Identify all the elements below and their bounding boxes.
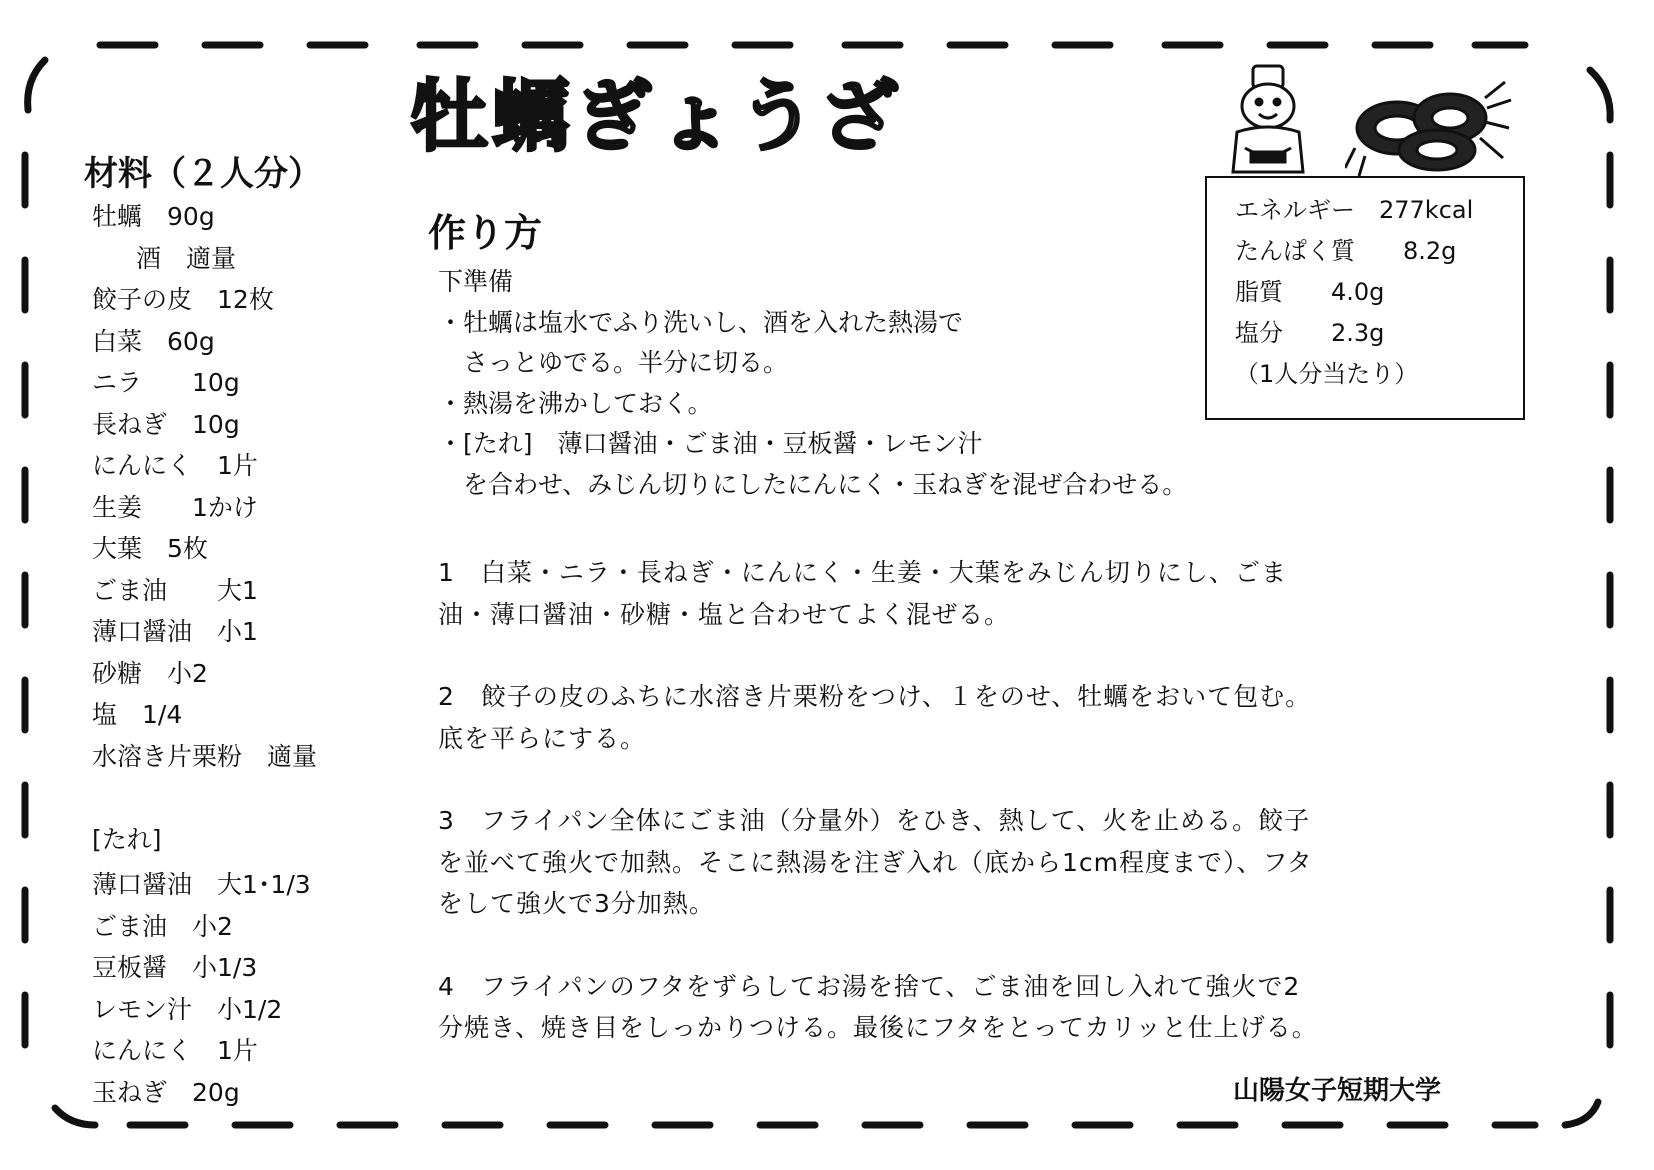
ingredient-item: 大葉 5枚 xyxy=(92,534,208,563)
ingredient-list xyxy=(92,196,317,777)
ingredient-item: ごま油 大1 xyxy=(92,575,258,605)
chef-illustration-icon xyxy=(1215,62,1325,182)
tare-item: レモン汁 小1/2 xyxy=(92,994,283,1024)
step-1: 1 白菜・ニラ・長ねぎ・にんにく・生姜・大葉をみじん切りにし、ごま 油・薄口醤油・砂糖・塩と合わせてよく混ぜる。 xyxy=(438,558,1287,629)
tare-item: にんにく 1片 xyxy=(92,1036,258,1065)
ingredient-item: 酒 適量 xyxy=(136,243,237,273)
ingredient-item: 白菜 60g xyxy=(92,326,215,356)
ingredient-item: 薄口醤油 小1 xyxy=(92,617,258,646)
nutrition-row: たんぱく質 8.2g xyxy=(1235,237,1457,265)
nutrition-row: 脂質 4.0g xyxy=(1235,278,1385,306)
method-heading: 作り方 xyxy=(428,211,543,255)
ingredient-item: 餃子の皮 12枚 xyxy=(92,285,274,314)
ingredient-item: にんにく 1片 xyxy=(92,451,258,480)
tare-item: 豆板醤 小1/3 xyxy=(92,953,258,982)
oyster-illustration-icon xyxy=(1345,78,1515,178)
nutrition-row: 塩分 2.3g xyxy=(1235,319,1385,347)
step-3: 3 フライパン全体にごま油（分量外）をひき、熱して、火を止める。餃子 を並べて強火で加熱。そこに熱湯を注ぎ入れ（底から1cm程度まで）、フタ をして強火で3分加熱。 xyxy=(438,806,1313,918)
nutrition-box xyxy=(1205,176,1525,420)
tare-item: ごま油 小2 xyxy=(92,911,233,941)
step-2: 2 餃子の皮のふちに水溶き片栗粉をつけ、１をのせ、牡蠣をおいて包む。 底を平らにする。 xyxy=(438,682,1312,753)
tare-item: 薄口醤油 大1･1/3 xyxy=(92,870,311,899)
ingredient-item: 水溶き片栗粉 適量 xyxy=(92,741,318,771)
step-4: 4 フライパンのフタをずらしてお湯を捨て、ごま油を回し入れて強火で2 分焼き、焼き目をしっかりつける。最後にフタをとってカリッと仕上げる。 xyxy=(438,971,1318,1042)
tare-heading: [たれ] xyxy=(92,825,162,854)
ingredient-item: 牡蠣 90g xyxy=(92,202,215,231)
prep-section xyxy=(438,262,1187,505)
footer-credit: 山陽女子短期大学 xyxy=(1233,1076,1442,1106)
prep-line: さっとゆでる。半分に切る。 xyxy=(438,348,789,377)
ingredient-item: ニラ 10g xyxy=(92,368,240,397)
nutrition-row: エネルギー 277kcal xyxy=(1235,196,1474,224)
ingredient-item: 生姜 1かけ xyxy=(92,492,258,522)
tare-ingredient-list xyxy=(92,864,311,1113)
prep-heading: 下準備 xyxy=(438,267,514,296)
recipe-title: 牡蠣ぎょうざ xyxy=(410,72,903,162)
nutrition-note: （1人分当たり） xyxy=(1235,360,1419,388)
prep-line: を合わせ、みじん切りにしたにんにく・玉ねぎを混ぜ合わせる。 xyxy=(438,469,1188,499)
steps-section xyxy=(438,552,1533,1090)
tare-item: 玉ねぎ 20g xyxy=(92,1077,240,1107)
prep-line: ・牡蠣は塩水でふり洗いし、酒を入れた熱湯で xyxy=(438,307,964,337)
ingredient-item: 砂糖 小2 xyxy=(92,658,208,688)
prep-line: ・熱湯を沸かしておく。 xyxy=(438,388,713,418)
prep-line: ・[たれ] 薄口醤油・ごま油・豆板醤・レモン汁 xyxy=(438,429,983,458)
ingredient-item: 長ねぎ 10g xyxy=(92,409,240,439)
ingredients-heading: 材料（２人分） xyxy=(84,154,322,194)
ingredient-item: 塩 1/4 xyxy=(92,700,183,729)
